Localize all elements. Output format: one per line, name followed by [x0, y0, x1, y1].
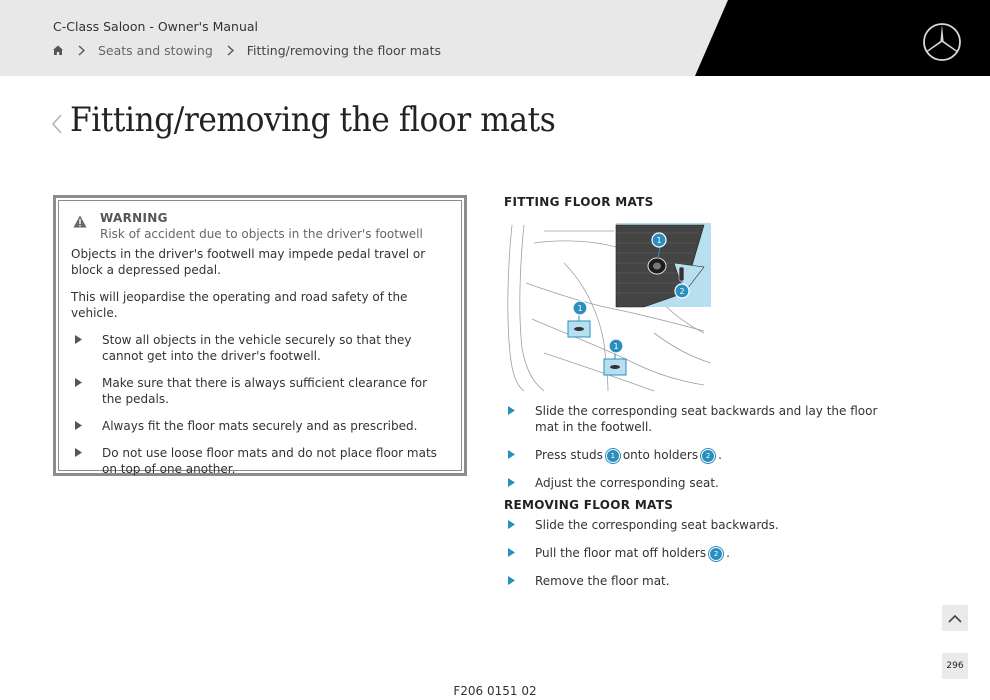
arrow-bullet-icon	[508, 450, 515, 459]
step-item	[504, 573, 904, 589]
fitting-heading: FITTING FLOOR MATS	[504, 195, 654, 209]
step-text: Slide the corresponding seat backwards and lay the floor mat in the footwell.	[535, 404, 878, 434]
step-text: Remove the floor mat.	[535, 574, 670, 588]
figure-callout-1: 1	[577, 304, 583, 313]
callout-badge-2: 2	[709, 547, 723, 561]
warning-subheading: Risk of accident due to objects in the driver's footwell	[100, 227, 423, 241]
fitting-steps	[504, 403, 904, 503]
step-text: Pull the floor mat off holders	[535, 546, 707, 560]
callout-badge-2: 2	[701, 449, 715, 463]
step-item	[504, 475, 904, 491]
removing-heading: REMOVING FLOOR MATS	[504, 498, 674, 512]
chevron-up-icon	[948, 614, 962, 623]
step-text: Slide the corresponding seat backwards.	[535, 518, 779, 532]
page-title: Fitting/removing the floor mats	[70, 100, 556, 140]
figure-callout-2: 2	[679, 287, 685, 296]
warning-list-item	[71, 418, 441, 434]
step-item	[504, 545, 904, 561]
warning-paragraph: This will jeopardise the operating and road safety of the vehicle.	[71, 290, 408, 320]
chevron-right-icon	[227, 45, 234, 56]
header-bar	[0, 0, 990, 76]
warning-item-text: Always fit the floor mats securely and as prescribed.	[102, 419, 418, 433]
arrow-bullet-icon	[75, 335, 82, 344]
warning-list-item	[71, 375, 441, 407]
breadcrumb	[52, 41, 441, 59]
arrow-bullet-icon	[508, 548, 515, 557]
arrow-bullet-icon	[75, 421, 82, 430]
arrow-bullet-icon	[75, 448, 82, 457]
warning-body	[71, 246, 441, 488]
removing-steps	[504, 517, 904, 601]
floor-mat-illustration	[504, 223, 711, 393]
warning-list-item	[71, 332, 441, 364]
warning-list	[71, 332, 441, 477]
step-text: .	[718, 448, 722, 462]
arrow-bullet-icon	[508, 406, 515, 415]
figure-code: F206 0151 02	[453, 684, 537, 698]
scroll-to-top-button[interactable]	[942, 605, 968, 631]
step-text: .	[726, 546, 730, 560]
figure-callout-1: 1	[656, 236, 662, 245]
figure-callout-1: 1	[613, 342, 619, 351]
warning-item-text: Do not use loose floor mats and do not place floor mats on top of one another.	[102, 446, 437, 476]
step-text: Press studs	[535, 448, 603, 462]
step-text: Adjust the corresponding seat.	[535, 476, 719, 490]
back-chevron-icon[interactable]	[50, 113, 64, 135]
step-item	[504, 447, 904, 463]
arrow-bullet-icon	[75, 378, 82, 387]
breadcrumb-link-seats[interactable]: Seats and stowing	[98, 42, 213, 58]
manual-title: C-Class Saloon - Owner's Manual	[53, 19, 258, 34]
chevron-right-icon	[78, 45, 85, 56]
warning-triangle-icon	[73, 215, 87, 228]
page-number-button[interactable]: 296	[942, 653, 968, 679]
arrow-bullet-icon	[508, 478, 515, 487]
warning-item-text: Make sure that there is always sufficient clearance for the pedals.	[102, 376, 428, 406]
arrow-bullet-icon	[508, 520, 515, 529]
callout-badge-1: 1	[606, 449, 620, 463]
warning-list-item	[71, 445, 441, 477]
step-text: onto holders	[622, 448, 699, 462]
arrow-bullet-icon	[508, 576, 515, 585]
mercedes-star-logo-icon[interactable]	[922, 22, 962, 62]
breadcrumb-current: Fitting/removing the floor mats	[246, 42, 441, 58]
warning-box	[53, 195, 467, 476]
warning-item-text: Stow all objects in the vehicle securely so that they cannot get into the driver's footwell.	[102, 333, 412, 363]
home-icon[interactable]	[52, 44, 64, 56]
warning-heading: WARNING	[100, 211, 168, 225]
warning-paragraph: Objects in the driver's footwell may impede pedal travel or block a depressed pedal.	[71, 247, 426, 277]
step-item	[504, 403, 904, 435]
step-item	[504, 517, 904, 533]
